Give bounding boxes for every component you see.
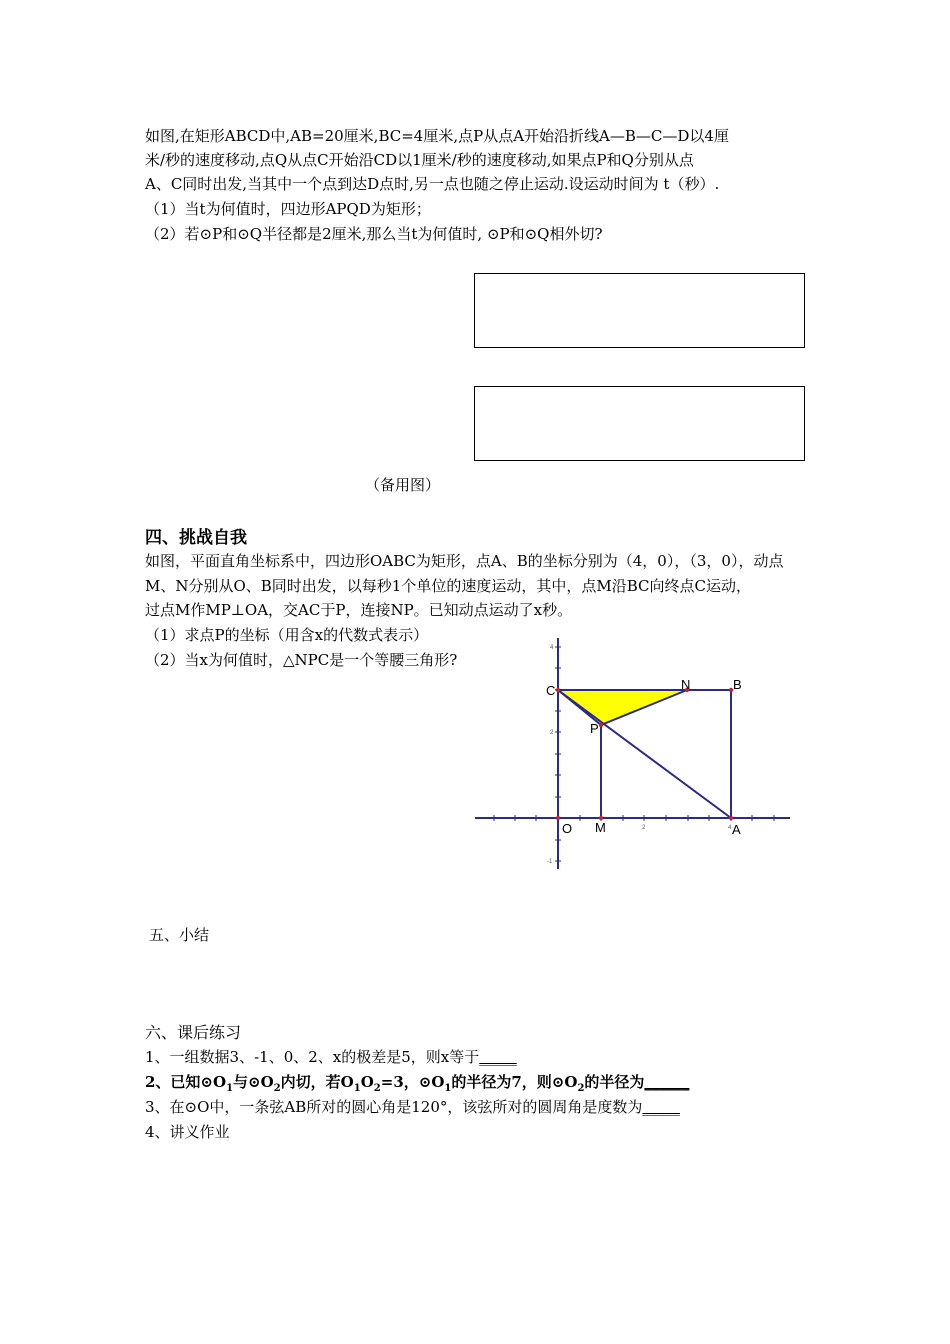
exercise-2-part: 2、已知⊙O	[145, 1073, 227, 1091]
problem-text-line-3: A、C同时出发,当其中一个点到达D点时,另一点也随之停止运动.设运动时间为 t（秒）.	[145, 175, 720, 193]
coordinate-graph	[470, 633, 795, 873]
section4-question-1: （1）求点P的坐标（用含x的代数式表示）	[145, 626, 429, 644]
subscript: 1	[226, 1083, 234, 1094]
section-heading-5: 五、小结	[149, 926, 210, 944]
exercise-2-part: 内切，若O	[280, 1073, 354, 1091]
label-n: N	[681, 677, 691, 692]
section-heading-6: 六、课后练习	[145, 1023, 242, 1042]
label-p: P	[590, 721, 599, 736]
exercise-1	[145, 1045, 517, 1069]
question-1: （1）当t为何值时，四边形APQD为矩形；	[145, 200, 431, 218]
tick-label-x4: 4	[728, 825, 732, 831]
exercise-2-part: 的半径为	[584, 1073, 645, 1091]
subscript: 2	[273, 1083, 281, 1094]
exercise-2-part: 的半径为7，则⊙O	[451, 1073, 578, 1091]
section-heading-4: 四、挑战自我	[145, 528, 247, 548]
subscript: 1	[353, 1083, 361, 1094]
tick-label-x2: 2	[642, 825, 646, 831]
spare-figure-caption: （备用图）	[365, 476, 441, 494]
exercise-2-part: 与⊙O	[233, 1073, 274, 1091]
diagonal-ac	[558, 690, 731, 818]
exercise-1-text: 1、一组数据3、-1、0、2、x的极差是5，则x等于	[145, 1048, 480, 1066]
answer-blank-3: _____	[642, 1098, 680, 1116]
problem-text-line-1: 如图,在矩形ABCD中,AB=20厘米,BC=4厘米,点P从点A开始沿折线A—B—C—D以4厘	[145, 127, 729, 145]
answer-blank-2: ______	[644, 1073, 690, 1091]
question-2: （2）若⊙P和⊙Q半径都是2厘米,那么当t为何值时, ⊙P和⊙Q相外切?	[145, 225, 603, 243]
tick-label-y2: 2	[550, 730, 554, 736]
label-a: A	[732, 822, 741, 837]
label-o: O	[562, 821, 573, 836]
rectangle-figure-1	[474, 273, 805, 348]
exercise-2-part: O	[360, 1073, 374, 1091]
subscript: 2	[577, 1083, 585, 1094]
section4-question-2: （2）当x为何值时，△NPC是一个等腰三角形?	[145, 651, 458, 669]
triangle-npc	[558, 690, 687, 725]
exercise-2-part: =3，⊙O	[380, 1073, 445, 1091]
label-c: C	[546, 683, 556, 698]
subscript: 2	[373, 1083, 381, 1094]
answer-blank-1: _____	[479, 1048, 517, 1066]
exercise-3-text: 3、在⊙O中，一条弦AB所对的圆心角是120°，该弦所对的圆周角是度数为	[145, 1098, 643, 1116]
exercise-4: 4、讲义作业	[145, 1123, 230, 1141]
section4-text-line-3: 过点M作MP⊥OA，交AC于P，连接NP。已知动点运动了x秒。	[145, 601, 573, 619]
subscript: 1	[444, 1083, 452, 1094]
rectangle-figure-2	[474, 386, 805, 461]
label-m: M	[595, 820, 606, 835]
section4-text-line-1: 如图，平面直角坐标系中，四边形OABC为矩形，点A、B的坐标分别为（4，0），（3，0），动点	[145, 552, 784, 570]
section4-text-line-2: M、N分别从O、B同时出发，以每秒1个单位的速度运动，其中，点M沿BC向终点C运动，	[145, 577, 751, 595]
tick-label-y4: 4	[550, 645, 554, 651]
problem-text-line-2: 米/秒的速度移动,点Q从点C开始沿CD以1厘米/秒的速度移动,如果点P和Q分别从点	[145, 151, 694, 169]
exercise-3	[145, 1095, 680, 1119]
tick-label-y-1: -1	[547, 859, 553, 865]
label-b: B	[733, 677, 742, 692]
